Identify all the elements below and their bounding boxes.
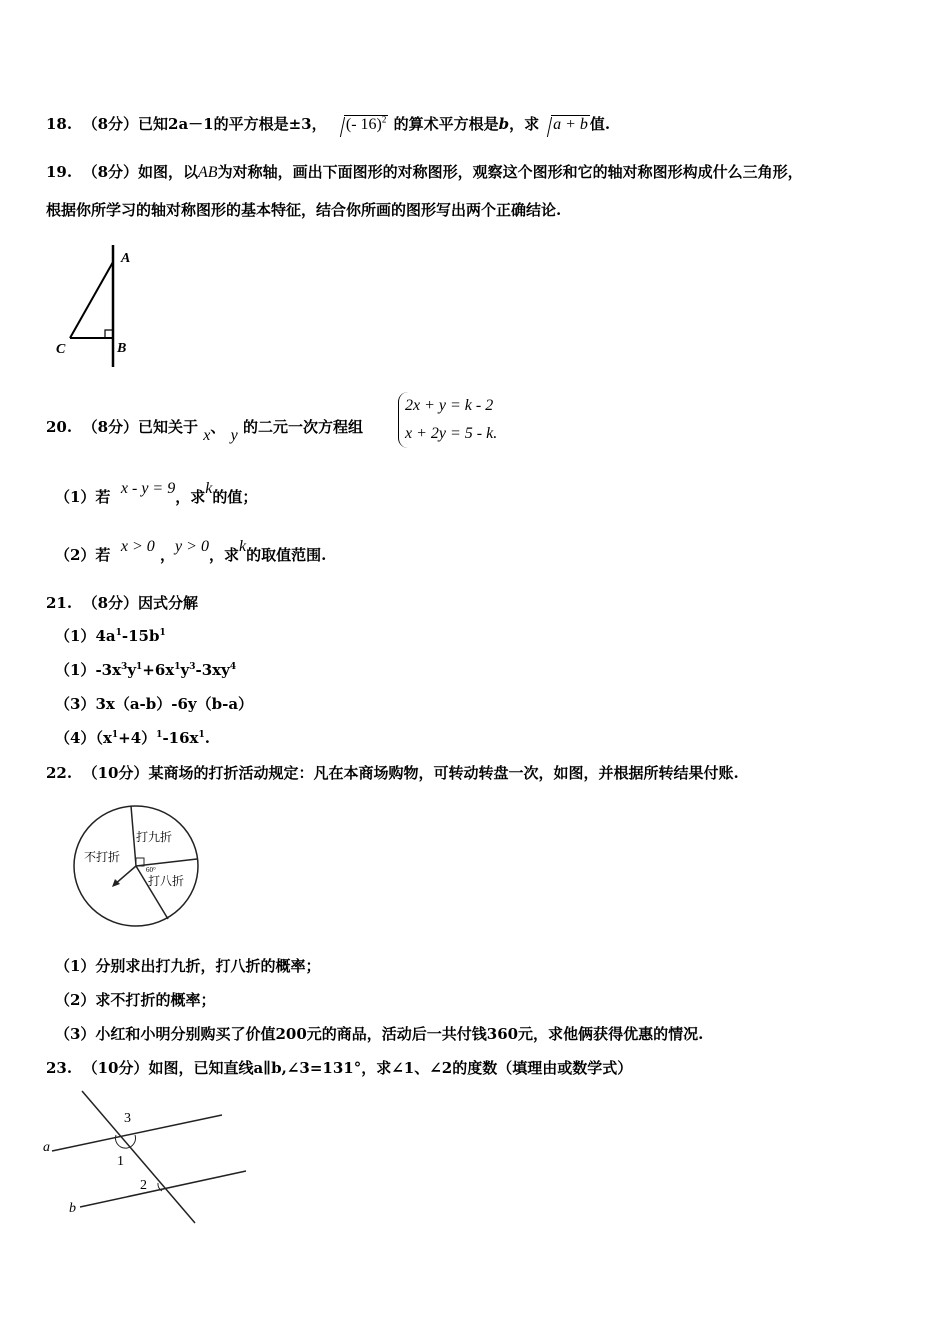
q18-sqrt-ab xyxy=(539,115,590,135)
hypotenuse xyxy=(70,262,113,338)
line-a xyxy=(52,1115,222,1151)
q21-i1-sup: 1 xyxy=(115,628,122,638)
q20-p1-condition: x - y = 9 xyxy=(120,480,176,497)
q22-part3: （3）小红和小明分别购买了价值200元的商品，活动后一共付钱360元，求他俩获得优惠的情况. xyxy=(55,1025,704,1043)
q18-sqrt-ab-inner: a + b xyxy=(553,116,588,133)
q20-eq2-text: x + 2y = 5 - k xyxy=(405,425,494,442)
q21-i4-term: . xyxy=(204,729,210,747)
q22-part2: （2）求不打折的概率； xyxy=(55,991,216,1009)
q21-item1 xyxy=(55,626,166,646)
q20-equation-system xyxy=(398,392,497,448)
label-90-discount: 打九折 xyxy=(136,830,173,844)
q18-text: ，求 xyxy=(509,115,540,133)
q20-p2-label: （2）若 xyxy=(55,546,111,564)
q20-line xyxy=(46,417,363,444)
q20-number: 20. xyxy=(46,418,73,436)
q19-text: 如图，以 xyxy=(138,163,199,181)
q21-i2-label: （1） xyxy=(55,661,96,679)
q21-i2-term: +6x xyxy=(142,661,175,679)
q20-var-k: k xyxy=(238,538,247,555)
q20-part1 xyxy=(55,480,258,508)
q21-i4-term: （x xyxy=(95,729,112,747)
q19-score: （8分） xyxy=(82,163,138,181)
q21-i4-term: +4） xyxy=(118,729,157,747)
q21-i1-sup: 1 xyxy=(159,628,166,638)
q21-i4-label: （4） xyxy=(55,729,96,747)
q18-text: 值. xyxy=(589,115,611,133)
q21-i4-sup: 1 xyxy=(156,730,163,740)
divider-right xyxy=(136,859,197,866)
q19-number: 19. xyxy=(46,163,73,181)
q21-item2 xyxy=(55,660,236,680)
q23-score: （10分） xyxy=(82,1059,149,1077)
q20-p1-label: （1）若 xyxy=(55,488,111,506)
q21-i4-sup: 1 xyxy=(198,730,205,740)
q20-p2-end: 的取值范围. xyxy=(246,546,327,564)
label-b: B xyxy=(117,341,127,356)
q20-text: 的二元一次方程组 xyxy=(242,418,363,436)
line-b xyxy=(80,1171,246,1207)
q21-i4-term: -16x xyxy=(162,729,199,747)
q20-eq2 xyxy=(405,420,497,448)
q20-p1-text: ，求 xyxy=(175,488,206,506)
label-c: C xyxy=(56,342,66,357)
q21-number: 21. xyxy=(46,594,73,612)
q23-parallel-lines-figure xyxy=(40,1085,255,1230)
q21-i2-sup: 4 xyxy=(229,662,237,672)
q22-spinner-figure xyxy=(70,803,202,929)
q21-title-line xyxy=(46,593,198,613)
q19-line2: 根据你所学习的轴对称图形的基本特征，结合你所画的图形写出两个正确结论. xyxy=(46,201,562,219)
label-3: 3 xyxy=(124,1111,131,1126)
q20-dot: . xyxy=(493,425,498,442)
q18-score: （8分） xyxy=(82,115,138,133)
q21-i3-label: （3） xyxy=(55,695,96,713)
q19-ab: AB xyxy=(198,164,218,181)
q18-number: 18. xyxy=(46,115,73,133)
q22-part1: （1）分别求出打九折，打八折的概率； xyxy=(55,957,321,975)
q18-text: 已知 xyxy=(138,115,169,133)
label-a: A xyxy=(121,251,131,266)
q21-i2-sup: 3 xyxy=(121,662,128,672)
q20-p2-text: ，求 xyxy=(208,546,239,564)
q18-text: 的算术平方根是 xyxy=(393,115,499,133)
q18-var-b: b xyxy=(498,115,510,133)
label-a: a xyxy=(43,1140,50,1155)
q23-line xyxy=(46,1058,632,1078)
q21-i2-term: -3xy xyxy=(195,661,230,679)
q18-expr: 2a－1 xyxy=(168,115,214,133)
q20-text: 已知关于 xyxy=(138,418,199,436)
angle-60-label: 60° xyxy=(146,866,156,874)
q21-item3 xyxy=(55,694,253,714)
q20-part2 xyxy=(55,538,327,566)
q21-i1-term: 4a xyxy=(95,627,116,645)
q20-eq1: 2x + y = k - 2 xyxy=(405,397,494,414)
q21-i4-sup: 1 xyxy=(111,730,119,740)
q21-i2-term: y xyxy=(180,661,190,679)
label-2: 2 xyxy=(140,1178,147,1193)
q22-score: （10分） xyxy=(82,764,149,782)
q20-p2-cond1: x > 0 xyxy=(120,538,155,555)
q20-p1-end: 的值； xyxy=(212,488,258,506)
q22-number: 22. xyxy=(46,764,73,782)
label-b: b xyxy=(69,1201,76,1216)
q19-text: 为对称轴，画出下面图形的对称图形，观察这个图形和它的轴对称图形构成什么三角形， xyxy=(217,163,803,181)
q20-var-x: x xyxy=(203,427,211,444)
q23-number: 23. xyxy=(46,1059,73,1077)
q19-line1 xyxy=(46,162,803,183)
q21-i2-term: -3x xyxy=(95,661,122,679)
q21-score: （8分） xyxy=(82,594,138,612)
q20-var-y: y xyxy=(230,427,238,444)
q21-i3-text: 3x（a-b）-6y（b-a） xyxy=(95,695,254,713)
q20-sep: 、 xyxy=(210,418,226,436)
q20-p2-comma: ， xyxy=(160,546,176,564)
label-80-discount: 打八折 xyxy=(148,874,185,888)
q20-p2-cond2: y > 0 xyxy=(175,538,209,555)
q18-text: 的平方根是±3， xyxy=(213,115,327,133)
q22-text: 某商场的打折活动规定：凡在本商场购物，可转动转盘一次，如图，并根据所转结果付账. xyxy=(148,764,739,782)
q21-item4 xyxy=(55,728,210,748)
q18-line xyxy=(46,114,610,135)
q22-line xyxy=(46,763,739,783)
q21-i1-term: -15b xyxy=(121,627,160,645)
q18-sqrt-inner: (- 16) xyxy=(345,116,382,133)
q21-i1-label: （1） xyxy=(55,627,96,645)
q19-triangle-figure xyxy=(50,240,160,370)
q21-title: 因式分解 xyxy=(138,594,199,612)
q21-i2-term: y xyxy=(127,661,137,679)
q20-var-k: k xyxy=(205,480,213,497)
label-no-discount: 不打折 xyxy=(84,850,121,864)
q21-i2-sup: 1 xyxy=(136,662,143,672)
q20-score: （8分） xyxy=(82,418,138,436)
q18-sqrt-neg16 xyxy=(332,115,388,135)
q21-i2-sup: 3 xyxy=(189,662,196,672)
q23-text: 如图，已知直线a∥b,∠3=131°，求∠1、∠2的度数（填理由或数学式） xyxy=(148,1059,633,1077)
q21-i2-sup: 1 xyxy=(174,662,181,672)
q18-sqrt-exp: 2 xyxy=(381,114,387,125)
label-1: 1 xyxy=(117,1154,124,1169)
